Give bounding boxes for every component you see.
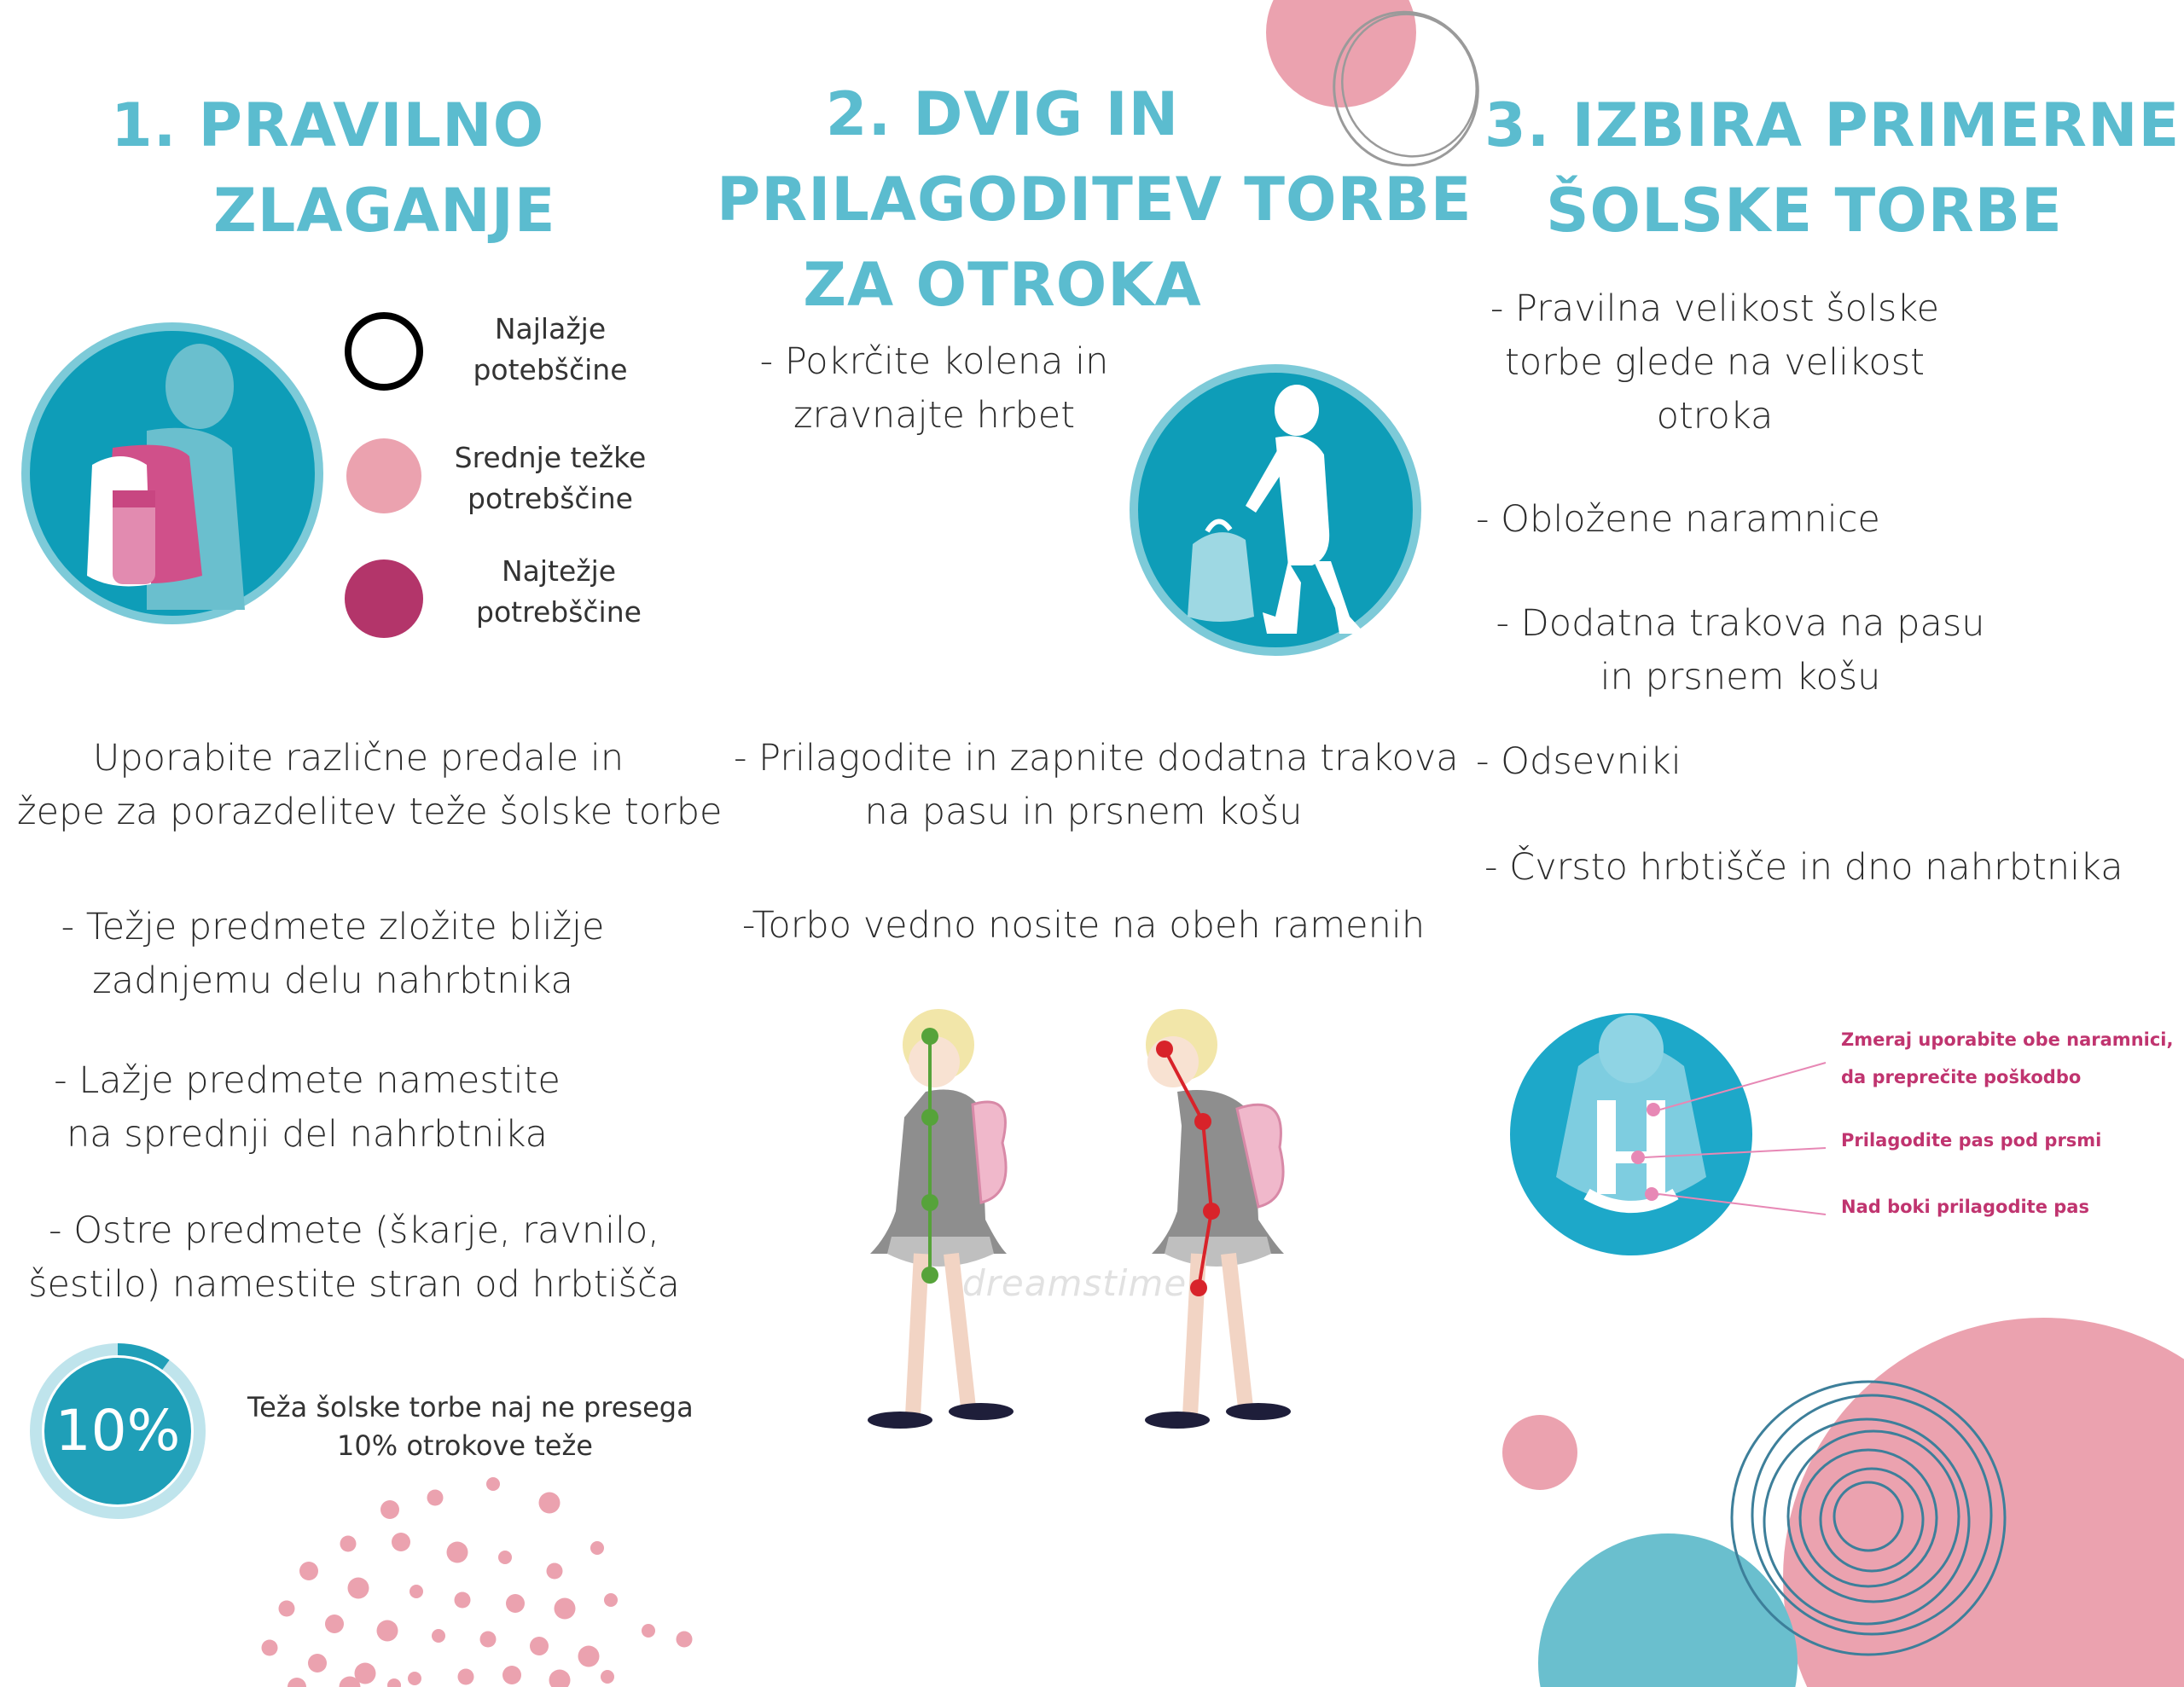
legend-icons <box>341 307 427 648</box>
col1-bullet-3: - Ostre predmete (škarje, ravnilo, šestilo) namestite stran od hrbtišča <box>28 1209 680 1306</box>
col1-bullet-2: - Lažje predmete namestite na sprednji del nahrbtnika <box>54 1059 561 1156</box>
col3-bullet-5: - Čvrsto hrbtišče in dno nahrbtnika <box>1484 846 2123 889</box>
col1-bullet-1: - Težje predmete zložite bližje zadnjemu delu nahrbtnika <box>61 906 605 1002</box>
col3-title-line2: ŠOLSKE TORBE <box>1546 176 2063 246</box>
col2-bullet-3: -Torbo vedno nosite na obeh ramenih <box>741 904 1426 947</box>
lifting-bag-illustration <box>1126 361 1425 659</box>
callout-hip-belt: Nad boki prilagodite pas <box>1841 1197 2089 1217</box>
dreamstime-watermark: dreamstime <box>962 1262 1188 1304</box>
percent-badge-label: 10% <box>55 1398 181 1464</box>
col1-title <box>111 83 589 253</box>
percent-note: Teža šolske torbe naj ne presega 10% otrokove teže <box>247 1391 694 1462</box>
col3-bullet-2: - Obložene naramnice <box>1476 498 1880 541</box>
col1-title-line1: 1. PRAVILNO <box>111 90 545 160</box>
col2-title-line1: 2. DVIG IN <box>825 79 1180 149</box>
backpack-child-illustration <box>19 320 326 627</box>
callout-shoulder-straps: Zmeraj uporabite obe naramnici, da preprečite poškodbo <box>1841 1029 2174 1087</box>
col2-title <box>717 72 1472 328</box>
legend-icon-light <box>348 316 420 387</box>
legend-label-medium: Srednje težke potrebščine <box>454 441 647 515</box>
col3-bullet-4: - Odsevniki <box>1476 740 1682 783</box>
col1-intro: Uporabite različne predale in žepe za porazdelitev teže šolske torbe <box>17 737 723 833</box>
legend-icon-heavy <box>345 559 423 638</box>
callout-chest-strap: Prilagodite pas pod prsmi <box>1841 1130 2102 1151</box>
col2-bullet-1: - Pokrčite kolena in zravnajte hrbet <box>759 340 1109 437</box>
posture-comparison-illustration <box>853 998 1382 1441</box>
col2-title-line2: PRILAGODITEV TORBE <box>717 165 1472 235</box>
col1-title-line2: ZLAGANJE <box>213 176 556 246</box>
legend-icon-medium <box>346 438 421 513</box>
col2-title-line3: ZA OTROKA <box>803 250 1202 320</box>
legend-label-heavy: Najtežje potrebščine <box>476 554 642 629</box>
col3-title <box>1484 83 2181 253</box>
col3-bullet-1: - Pravilna velikost šolske torbe glede na velikost otroka <box>1490 287 1940 438</box>
legend-label-light: Najlažje potebščine <box>473 312 628 386</box>
col3-title-line1: 3. IZBIRA PRIMERNE <box>1484 90 2181 160</box>
col2-bullet-2: - Prilagodite in zapnite dodatna trakova na pasu in prsnem košu <box>734 737 1459 833</box>
col3-bullet-3: - Dodatna trakova na pasu in prsnem košu <box>1496 602 1985 699</box>
